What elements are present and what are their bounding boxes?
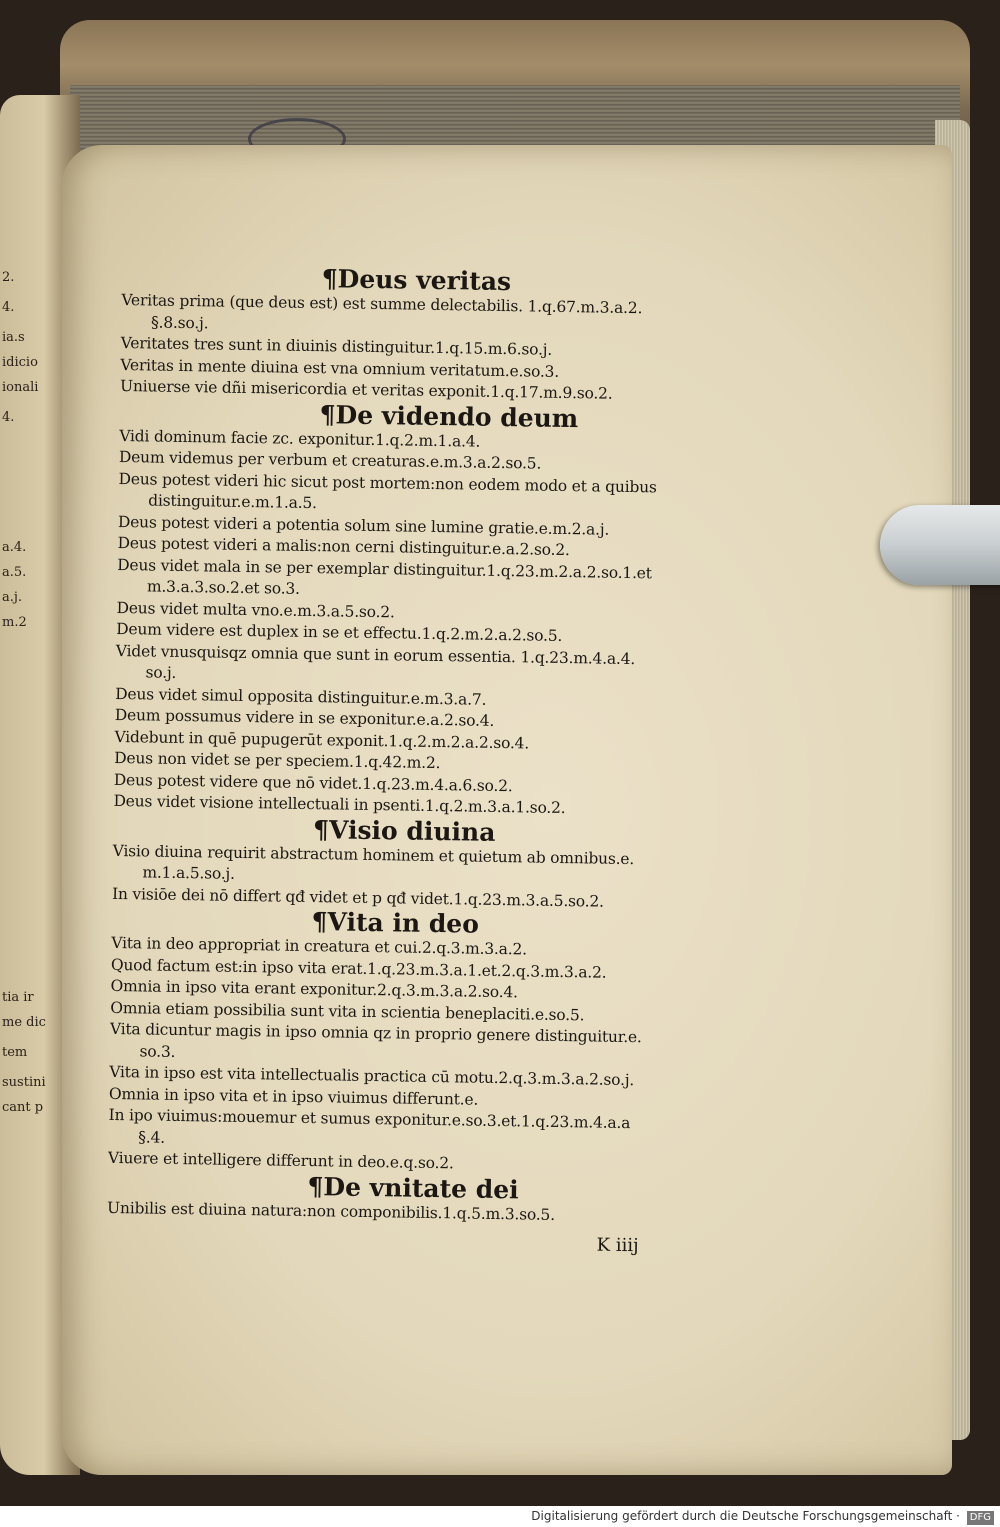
index-entry: Deus potest videre que nō videt.1.q.23.m.4.a.6.so.2.: [113, 770, 513, 795]
index-entry: Vita in ipso est vita intellectualis practica cū motu.2.q.3.m.3.a.2.so.j.: [109, 1062, 635, 1090]
index-entry: Veritates tres sunt in diuinis distinguitur.1.q.15.m.6.so.j.: [120, 333, 553, 359]
left-page-fragment: idicio: [2, 355, 38, 370]
left-page-fragment: sustini: [2, 1075, 46, 1090]
left-page-fragment: ia.s: [2, 330, 25, 345]
index-entry: so.j.: [145, 663, 177, 682]
index-entry: Deum videmus per verbum et creaturas.e.m.3.a.2.so.5.: [118, 447, 542, 473]
section-heading: ¶Vita in deo: [311, 907, 480, 939]
left-page-fragment: m.2: [2, 615, 27, 630]
footer-credit: Digitalisierung gefördert durch die Deutsche Forschungsgemeinschaft: [531, 1509, 953, 1523]
left-page-fragment: a.j.: [2, 590, 23, 605]
index-entry: Deus videt multa vno.e.m.3.a.5.so.2.: [116, 598, 395, 621]
left-page-fragment: me dic: [2, 1015, 46, 1030]
index-entry: Deus videt mala in se per exemplar distinguitur.1.q.23.m.2.a.2.so.1.et: [117, 555, 652, 582]
index-entry: Omnia in ipso vita erant exponitur.2.q.3.m.3.a.2.so.4.: [110, 976, 518, 1002]
index-entry: Omnia etiam possibilia sunt vita in scientia beneplaciti.e.so.5.: [110, 998, 585, 1024]
index-entry: Visio diuina requirit abstractum hominem et quietum ab omnibus.e.: [112, 841, 635, 868]
index-entry: Deus potest videri hic sicut post mortem:non eodem modo et a quibus: [118, 469, 657, 496]
section-heading: ¶De videndo deum: [319, 399, 579, 433]
left-page-fragment: 2.: [2, 270, 15, 285]
section-heading: ¶Deus veritas: [321, 264, 512, 297]
left-page-fragment: tia ir: [2, 990, 34, 1005]
index-entry: Viuere et intelligere differunt in deo.e.q.so.2.: [107, 1148, 454, 1173]
index-entry: Quod factum est:in ipso vita erat.1.q.23.m.3.a.1.et.2.q.3.m.3.a.2.: [110, 955, 607, 982]
index-entry: Omnia in ipso vita et in ipso viuimus differunt.e.: [108, 1084, 479, 1109]
index-entry: Videbunt in quē pupugerūt exponit.1.q.2.m.2.a.2.so.4.: [114, 727, 530, 752]
dfg-logo: DFG: [967, 1511, 994, 1525]
index-entry: Unibilis est diuina natura:non componibilis.1.q.5.m.3.so.5.: [107, 1198, 556, 1224]
index-entry: Deum videre est duplex in se et effectu.1.q.2.m.2.a.2.so.5.: [116, 619, 563, 645]
index-entry: m.1.a.5.so.j.: [142, 863, 235, 883]
index-entry: Deus non videt se per speciem.1.q.42.m.2.: [114, 748, 441, 773]
index-entry: Videt vnusquisqz omnia que sunt in eorum essentia. 1.q.23.m.4.a.4.: [115, 641, 636, 668]
section-heading: ¶De vnitate dei: [307, 1171, 519, 1204]
index-entry: Vita dicuntur magis in ipso omnia qz in proprio genere distinguitur.e.: [109, 1019, 642, 1047]
index-entry: Deus potest videri a potentia solum sine lumine gratie.e.m.2.a.j.: [117, 512, 610, 539]
index-entry: Deus videt simul opposita distinguitur.e.m.3.a.7.: [115, 684, 487, 709]
footer: Digitalisierung gefördert durch die Deutsche Forschungsgemeinschaft · DFG: [0, 1506, 1000, 1527]
folio-signature: K iiij: [596, 1234, 639, 1257]
index-entry: Veritas prima (que deus est) est summe delectabilis. 1.q.67.m.3.a.2.: [121, 290, 643, 318]
index-entry: Deum possumus videre in se exponitur.e.a.2.so.4.: [114, 705, 495, 730]
index-entry: In visiōe dei nō differt qđ videt et p qđ videt.1.q.23.m.3.a.5.so.2.: [111, 884, 605, 911]
index-entry: m.3.a.3.so.2.et so.3.: [146, 577, 300, 598]
index-entry: Veritas in mente diuina est vna omnium veritatum.e.so.3.: [120, 355, 560, 381]
index-entry: §.8.so.j.: [150, 312, 209, 332]
left-page-fragment: 4.: [2, 300, 15, 315]
left-page-fragment: cant p: [2, 1100, 44, 1115]
index-entry: In ipo viuimus:mouemur et sumus exponitur.e.so.3.et.1.q.23.m.4.a.a: [108, 1105, 631, 1133]
index-entry: Deus potest videri a malis:non cerni distinguitur.e.a.2.so.2.: [117, 533, 570, 560]
index-entry: §.4.: [138, 1127, 166, 1147]
index-entry: Deus videt visione intellectuali in psenti.1.q.2.m.3.a.1.so.2.: [113, 791, 566, 818]
section-heading: ¶Visio diuina: [312, 814, 496, 847]
left-page-fragment: 4.: [2, 410, 15, 425]
left-page-fragment: a.5.: [2, 565, 27, 580]
index-entry: Vidi dominum facie zc. exponitur.1.q.2.m.1.a.4.: [119, 426, 481, 451]
index-entry: so.3.: [139, 1041, 176, 1061]
index-entry: Vita in deo appropriat in creatura et cui.2.q.3.m.3.a.2.: [111, 933, 528, 959]
index-entry: distinguitur.e.m.1.a.5.: [148, 491, 317, 513]
page-clip: [880, 505, 1000, 585]
page-text: [106, 262, 771, 1263]
left-page-fragment: a.4.: [2, 540, 27, 555]
index-entry: Uniuerse vie dñi misericordia et veritas exponit.1.q.17.m.9.so.2.: [119, 376, 613, 403]
left-page-fragment: ionali: [2, 380, 39, 395]
left-page-fragment: tem: [2, 1045, 28, 1060]
